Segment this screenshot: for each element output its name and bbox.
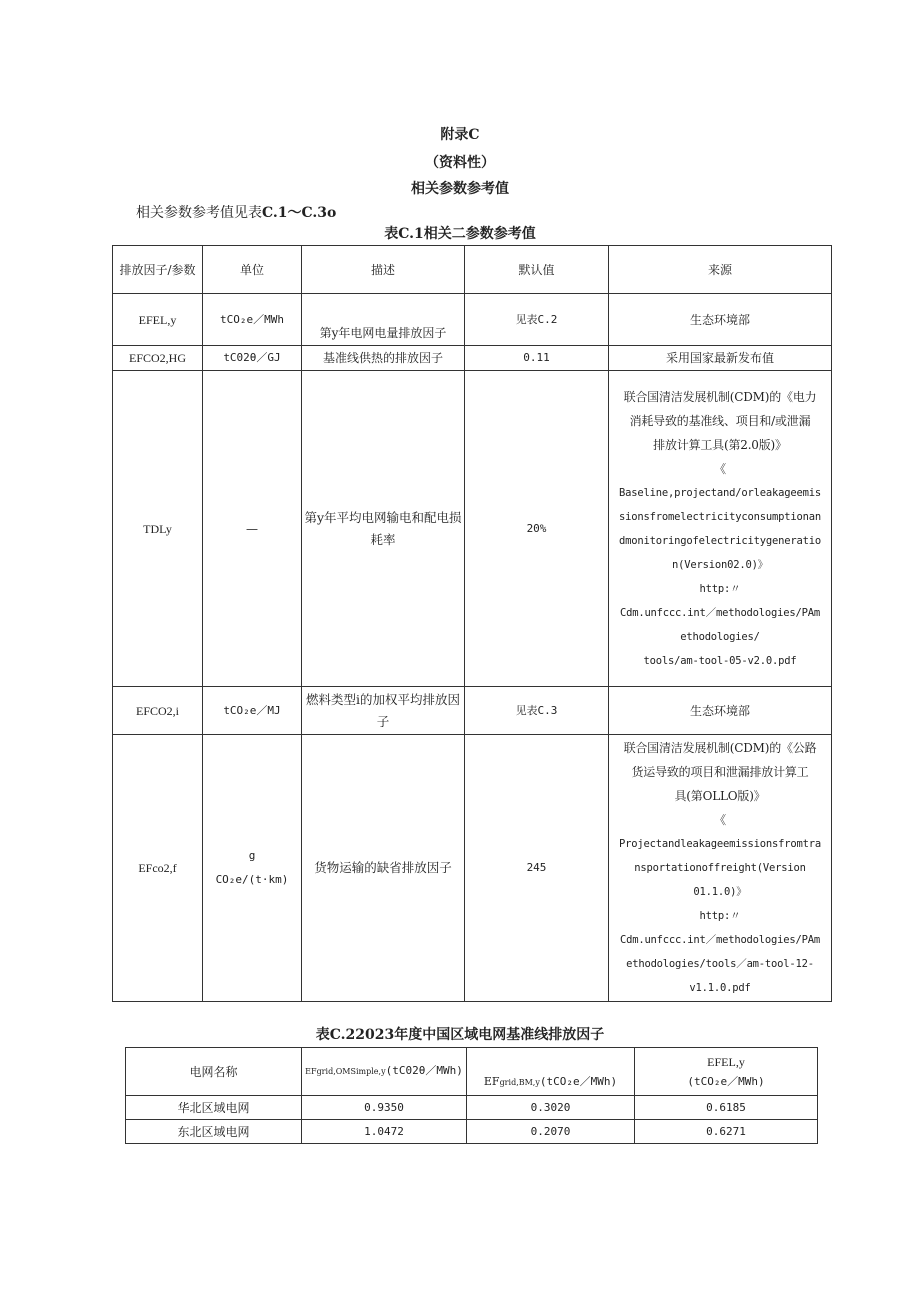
symbol-cell: EFCO2,i bbox=[113, 687, 203, 735]
desc-cell: 货物运输的缺省排放因子 bbox=[302, 735, 465, 1002]
table-row bbox=[126, 1120, 818, 1144]
unit-line: CO₂e/(t·km) bbox=[215, 873, 289, 886]
header-cell bbox=[635, 1048, 818, 1096]
unit-line: g bbox=[248, 849, 256, 862]
desc-cell: 第y年电网电量排放因子 bbox=[302, 294, 465, 346]
header-cell bbox=[467, 1048, 635, 1096]
symbol-cell: EFEL,y bbox=[113, 294, 203, 346]
symbol-cell: TDLy bbox=[113, 371, 203, 687]
source-cell: 采用国家最新发布值 bbox=[609, 346, 832, 371]
appendix-heading: 附录C bbox=[440, 127, 480, 143]
source-cell bbox=[609, 735, 832, 1002]
header-cell bbox=[302, 1048, 467, 1096]
source-line: nsportationoffreight(Version bbox=[634, 862, 806, 874]
el-cell: 0.6185 bbox=[635, 1096, 818, 1120]
source-line: ethodologies/tools／am-tool-12- bbox=[626, 958, 814, 970]
el-line1: EFEL,y bbox=[707, 1054, 745, 1069]
unit-cell: tCO₂e／MJ bbox=[203, 687, 302, 735]
header-cell: 来源 bbox=[609, 246, 832, 294]
source-line: n(Version02.0)》 bbox=[671, 558, 768, 571]
source-line: dmonitoringofelectricitygeneratio bbox=[618, 534, 821, 547]
table-row bbox=[113, 371, 832, 687]
bm-cell: 0.3020 bbox=[467, 1096, 635, 1120]
source-cell bbox=[609, 371, 832, 687]
source-line: 具(第OLLO版)》 bbox=[674, 789, 766, 803]
symbol-cell: EFco2,f bbox=[113, 735, 203, 1002]
desc-cell: 燃料类型i的加权平均排放因子 bbox=[302, 687, 465, 735]
source-line: sionsfromelectricityconsumptionan bbox=[618, 510, 821, 523]
grid-name-cell: 华北区域电网 bbox=[126, 1096, 302, 1120]
table-row bbox=[113, 735, 832, 1002]
header-cell: 排放因子/参数 bbox=[113, 246, 203, 294]
source-line: Baseline,projectand/orleakageemis bbox=[618, 486, 821, 499]
source-cell: 生态环境部 bbox=[609, 294, 832, 346]
parameter-table bbox=[112, 245, 832, 1002]
bm-sub: grid,BM,y bbox=[499, 1078, 540, 1087]
default-cell: 见表C.3 bbox=[465, 687, 609, 735]
header-cell: 电网名称 bbox=[126, 1048, 302, 1096]
table1-caption: 表C.1相关二参数参考值 bbox=[384, 226, 536, 242]
el-cell: 0.6271 bbox=[635, 1120, 818, 1144]
grid-name-cell: 东北区域电网 bbox=[126, 1120, 302, 1144]
source-line: ethodologies/ bbox=[680, 630, 760, 643]
intro-ref: C.1〜C.3o bbox=[262, 205, 337, 221]
table2-caption: 表C.22023年度中国区域电网基准线排放因子 bbox=[315, 1027, 605, 1043]
source-line: 货运导致的项目和泄漏排放计算工 bbox=[631, 765, 809, 779]
source-line: Cdm.unfccc.int／methodologies/PAm bbox=[619, 606, 821, 619]
table-row bbox=[126, 1096, 818, 1120]
intro-prefix: 相关参数参考值见表 bbox=[136, 205, 262, 221]
source-line: 联合国清洁发展机制(CDM)的《电力 bbox=[623, 389, 817, 404]
bm-cell: 0.2070 bbox=[467, 1120, 635, 1144]
om-sub: EFgrid,OMSimple,y bbox=[305, 1067, 386, 1076]
default-cell: 见表C.2 bbox=[465, 294, 609, 346]
header-cell: 描述 bbox=[302, 246, 465, 294]
bm-pre: EF bbox=[483, 1075, 500, 1088]
unit-cell: tCO₂e／MWh bbox=[203, 294, 302, 346]
source-line: http:〃 bbox=[699, 582, 741, 595]
bm-unit: (tCO₂e／MWh) bbox=[539, 1075, 618, 1088]
header-cell: 单位 bbox=[203, 246, 302, 294]
source-line: 消耗导致的基准线、项目和/或泄漏 bbox=[629, 413, 811, 428]
source-line: 《 bbox=[714, 461, 726, 476]
grid-factor-table bbox=[125, 1047, 818, 1144]
default-cell: 20% bbox=[465, 371, 609, 687]
table-row bbox=[113, 346, 832, 371]
el-line2: (tCO₂e／MWh) bbox=[687, 1074, 765, 1088]
table2-header-row bbox=[126, 1048, 818, 1096]
default-cell: 0.11 bbox=[465, 346, 609, 371]
om-cell: 1.0472 bbox=[302, 1120, 467, 1144]
source-line: 《 bbox=[714, 813, 726, 827]
source-line: Projectandleakageemissionsfromtra bbox=[618, 838, 821, 850]
source-line: http:〃 bbox=[699, 910, 741, 922]
source-line: 01.1.0)》 bbox=[693, 886, 747, 898]
source-line: Cdm.unfccc.int／methodologies/PAm bbox=[619, 934, 821, 946]
table-row bbox=[113, 687, 832, 735]
intro-text bbox=[136, 202, 336, 222]
unit-cell bbox=[203, 735, 302, 1002]
source-line: v1.1.0.pdf bbox=[689, 982, 751, 994]
desc-cell: 基准线供热的排放因子 bbox=[302, 346, 465, 371]
header-cell: 默认值 bbox=[465, 246, 609, 294]
desc-cell: 第y年平均电网输电和配电损耗率 bbox=[302, 371, 465, 687]
table-row bbox=[113, 294, 832, 346]
appendix-title: 相关参数参考值 bbox=[411, 181, 509, 197]
om-unit: (tC02θ／MWh) bbox=[385, 1064, 463, 1077]
table1-header-row bbox=[113, 246, 832, 294]
om-cell: 0.9350 bbox=[302, 1096, 467, 1120]
source-line: 排放计算工具(第2.0版)》 bbox=[653, 437, 787, 452]
default-cell: 245 bbox=[465, 735, 609, 1002]
unit-cell: tC02θ／GJ bbox=[203, 346, 302, 371]
appendix-nature: （资料性） bbox=[425, 155, 495, 171]
source-cell: 生态环境部 bbox=[609, 687, 832, 735]
symbol-cell: EFCO2,HG bbox=[113, 346, 203, 371]
unit-cell: — bbox=[203, 371, 302, 687]
source-line: 联合国清洁发展机制(CDM)的《公路 bbox=[623, 741, 817, 755]
source-line: tools/am-tool-05-v2.0.pdf bbox=[643, 654, 797, 667]
